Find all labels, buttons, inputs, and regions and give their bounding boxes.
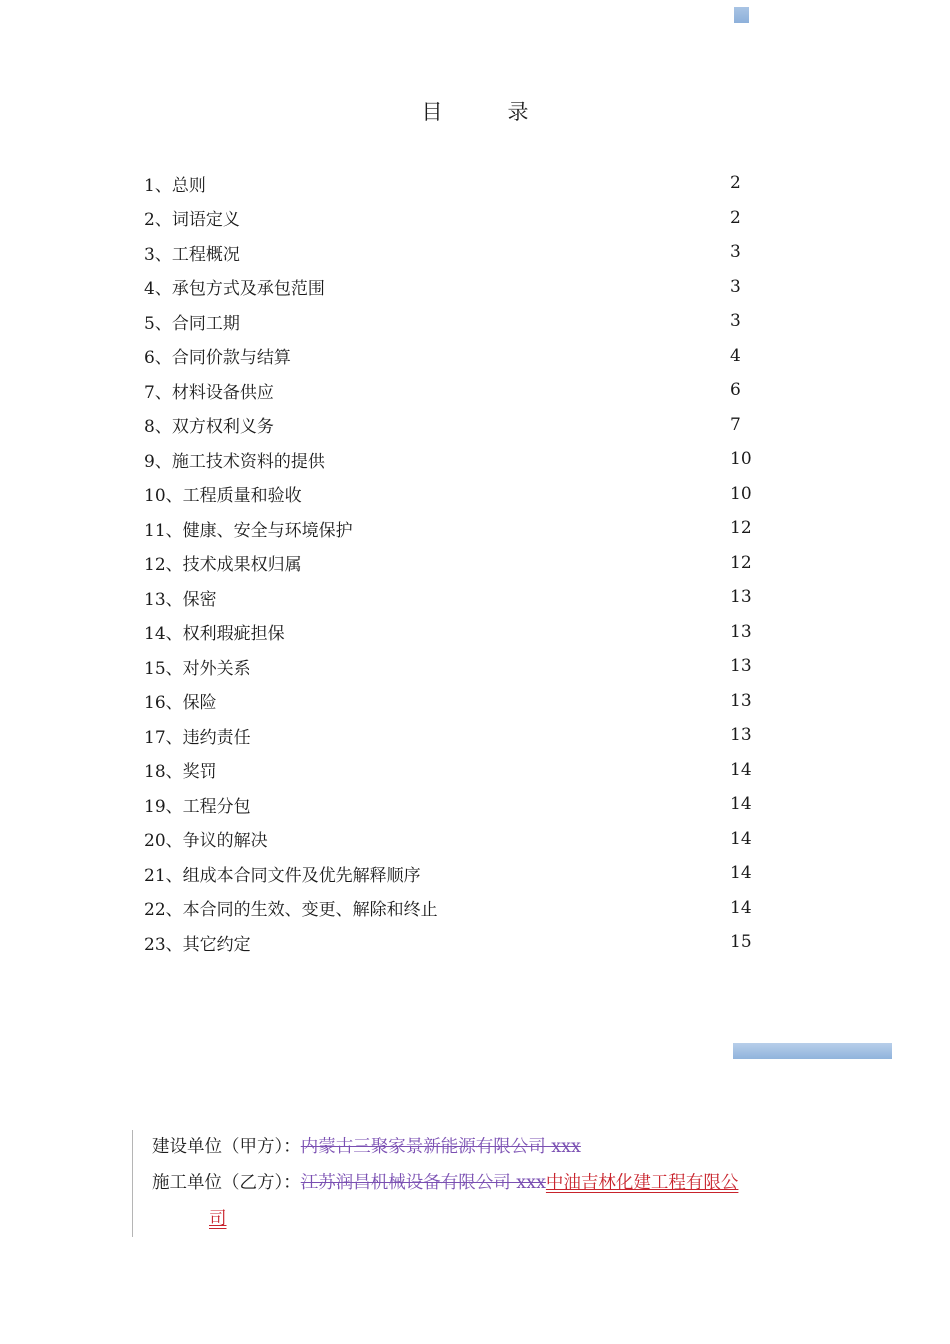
toc-page-number: 14 — [730, 759, 752, 780]
toc-label: 21、组成本合同文件及优先解释顺序 — [144, 865, 421, 886]
toc-item[interactable] — [144, 511, 764, 546]
toc-item[interactable] — [144, 580, 764, 615]
toc-page-number: 7 — [730, 414, 741, 435]
toc-page-number: 13 — [730, 690, 752, 711]
party-b-label: 施工单位（乙方）： — [152, 1173, 301, 1193]
toc-item[interactable] — [144, 477, 764, 512]
toc-item[interactable] — [144, 684, 764, 719]
toc-label: 16、保险 — [144, 693, 217, 714]
party-a-deleted-name[interactable]: 内蒙古三聚家景新能源有限公司 xxx — [300, 1137, 581, 1157]
toc-page-number: 3 — [730, 242, 741, 263]
toc-page-number: 10 — [730, 449, 752, 470]
toc-item[interactable] — [144, 649, 764, 684]
toc-label: 4、承包方式及承包范围 — [144, 279, 325, 300]
toc-label: 5、合同工期 — [144, 313, 240, 334]
toc-item[interactable] — [144, 408, 764, 443]
toc-page-number: 12 — [730, 518, 752, 539]
toc-label: 8、双方权利义务 — [144, 417, 274, 438]
toc-page-number: 10 — [730, 483, 752, 504]
toc-item[interactable] — [144, 787, 764, 822]
toc-page-number: 4 — [730, 345, 741, 366]
toc-label: 17、违约责任 — [144, 727, 251, 748]
table-of-contents — [144, 166, 764, 960]
toc-label: 20、争议的解决 — [144, 831, 268, 852]
toc-item[interactable] — [144, 442, 764, 477]
toc-page-number: 3 — [730, 311, 741, 332]
contract-parties — [132, 1130, 852, 1237]
revision-balloon-marker — [733, 1043, 892, 1059]
toc-page-number: 14 — [730, 828, 752, 849]
toc-label: 7、材料设备供应 — [144, 382, 274, 403]
toc-label: 23、其它约定 — [144, 934, 251, 955]
toc-page-number: 14 — [730, 863, 752, 884]
toc-item[interactable] — [144, 615, 764, 650]
toc-label: 9、施工技术资料的提供 — [144, 451, 325, 472]
toc-label: 1、总则 — [144, 175, 206, 196]
toc-page-number: 15 — [730, 932, 752, 953]
toc-page-number: 3 — [730, 276, 741, 297]
toc-page-number: 6 — [730, 380, 741, 401]
party-b-deleted-name[interactable]: 江苏润昌机械设备有限公司 xxx — [300, 1173, 546, 1193]
party-b-inserted-name[interactable]: 中油吉林化建工程有限公 — [545, 1173, 739, 1193]
toc-label: 10、工程质量和验收 — [144, 486, 302, 507]
toc-page-number: 2 — [730, 173, 741, 194]
toc-page-number: 13 — [730, 621, 752, 642]
toc-label: 15、对外关系 — [144, 658, 251, 679]
toc-item[interactable] — [144, 856, 764, 891]
party-a-line — [132, 1130, 852, 1160]
toc-item[interactable] — [144, 235, 764, 270]
toc-item[interactable] — [144, 339, 764, 374]
toc-item[interactable] — [144, 925, 764, 960]
revision-marker — [734, 7, 749, 23]
toc-label: 13、保密 — [144, 589, 217, 610]
toc-item[interactable] — [144, 718, 764, 753]
toc-page-number: 2 — [730, 207, 741, 228]
toc-page-number: 12 — [730, 552, 752, 573]
toc-label: 14、权利瑕疵担保 — [144, 624, 285, 645]
toc-item[interactable] — [144, 373, 764, 408]
toc-item[interactable] — [144, 546, 764, 581]
toc-label: 6、合同价款与结算 — [144, 348, 291, 369]
page-title: 目 录 — [421, 100, 551, 124]
toc-item[interactable] — [144, 753, 764, 788]
toc-page-number: 13 — [730, 587, 752, 608]
party-a-label: 建设单位（甲方）： — [152, 1137, 301, 1157]
toc-label: 3、工程概况 — [144, 244, 240, 265]
toc-page-number: 13 — [730, 725, 752, 746]
toc-item[interactable] — [144, 270, 764, 305]
toc-label: 11、健康、安全与环境保护 — [144, 520, 353, 541]
toc-item[interactable] — [144, 891, 764, 926]
toc-item[interactable] — [144, 822, 764, 857]
toc-page-number: 14 — [730, 794, 752, 815]
toc-label: 18、奖罚 — [144, 762, 217, 783]
toc-item[interactable] — [144, 201, 764, 236]
party-b-wrap — [152, 1201, 227, 1237]
party-b-inserted-name-cont[interactable]: 司 — [209, 1209, 227, 1229]
toc-item[interactable] — [144, 166, 764, 201]
toc-item[interactable] — [144, 304, 764, 339]
party-b-line — [132, 1160, 852, 1237]
toc-label: 12、技术成果权归属 — [144, 555, 302, 576]
toc-label: 22、本合同的生效、变更、解除和终止 — [144, 900, 438, 921]
toc-label: 19、工程分包 — [144, 796, 251, 817]
toc-page-number: 14 — [730, 897, 752, 918]
toc-page-number: 13 — [730, 656, 752, 677]
toc-label: 2、词语定义 — [144, 210, 240, 231]
